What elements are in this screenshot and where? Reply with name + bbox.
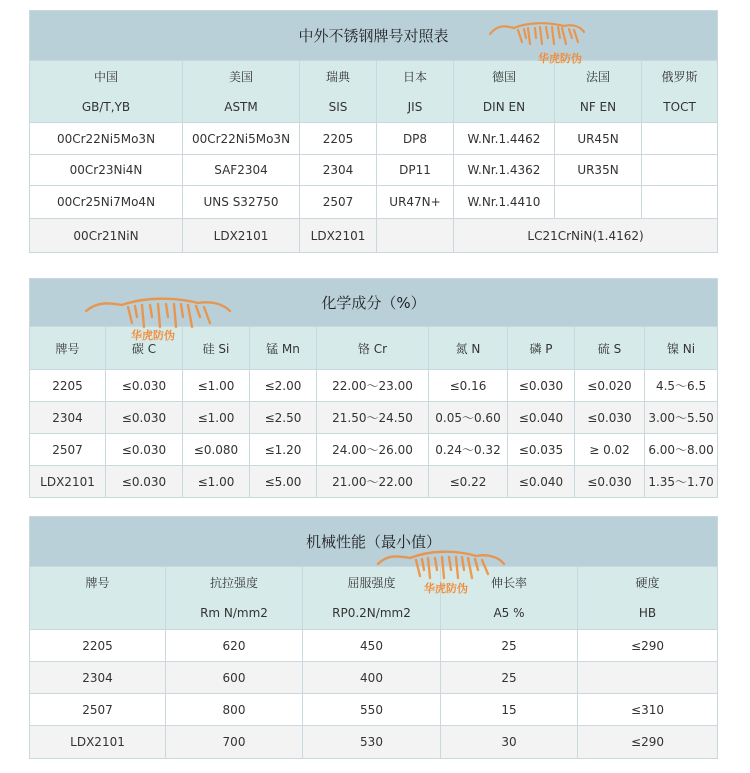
table-cell: ≤0.030 (575, 466, 645, 498)
header-country: 中国 (30, 61, 183, 92)
table-cell: 450 (303, 630, 441, 662)
table-cell: ≤0.040 (508, 466, 575, 498)
header-country: 瑞典 (300, 61, 377, 92)
table-cell: W.Nr.1.4362 (454, 155, 555, 186)
header-cell: 锰 Mn (250, 327, 317, 370)
table-cell: SAF2304 (183, 155, 300, 186)
table-cell: ≤0.16 (429, 370, 508, 402)
header-country: 美国 (183, 61, 300, 92)
header-unit (30, 598, 166, 630)
table-cell: ≤5.00 (250, 466, 317, 498)
table-row (30, 726, 718, 759)
table-cell: 24.00～26.00 (317, 434, 429, 466)
header-unit: RP0.2N/mm2 (303, 598, 441, 630)
header-standard: SIS (300, 92, 377, 123)
table-cell: 3.00～5.50 (645, 402, 718, 434)
grade-comparison-table (29, 10, 718, 253)
table-cell: 2304 (30, 662, 166, 694)
table-cell: 00Cr25Ni7Mo4N (30, 186, 183, 219)
table-cell: 600 (166, 662, 303, 694)
table-cell: ≤310 (578, 694, 718, 726)
table-row (30, 370, 718, 402)
table-cell: 00Cr21NiN (30, 219, 183, 253)
table-cell (377, 219, 454, 253)
table-cell: ≤1.20 (250, 434, 317, 466)
table-cell: ≤0.040 (508, 402, 575, 434)
header-unit: A5 % (441, 598, 578, 630)
table-cell: ≤0.030 (575, 402, 645, 434)
table-cell: 800 (166, 694, 303, 726)
table-cell: UNS S32750 (183, 186, 300, 219)
table-cell: UR47N+ (377, 186, 454, 219)
header-cell: 伸长率 (441, 567, 578, 598)
table-cell: LDX2101 (300, 219, 377, 253)
table-cell: ≤2.00 (250, 370, 317, 402)
table-row (30, 402, 718, 434)
table-row (30, 186, 718, 219)
header-unit: Rm N/mm2 (166, 598, 303, 630)
table-cell: ≤1.00 (183, 466, 250, 498)
header-country: 法国 (555, 61, 642, 92)
table-cell: 2205 (300, 123, 377, 155)
header-cell: 硬度 (578, 567, 718, 598)
table-cell: 2205 (30, 370, 106, 402)
table-row (30, 219, 718, 253)
table-cell: 550 (303, 694, 441, 726)
header-cell: 氮 N (429, 327, 508, 370)
table-cell: 00Cr23Ni4N (30, 155, 183, 186)
header-country: 日本 (377, 61, 454, 92)
table-cell: LDX2101 (30, 726, 166, 759)
table-cell: ≤0.035 (508, 434, 575, 466)
header-cell: 牌号 (30, 327, 106, 370)
table-cell: 0.24～0.32 (429, 434, 508, 466)
table-cell: 620 (166, 630, 303, 662)
table-cell: W.Nr.1.4410 (454, 186, 555, 219)
table-cell: 2507 (30, 694, 166, 726)
chemical-composition-title: 化学成分（%） (30, 279, 718, 327)
table-cell: ≤0.080 (183, 434, 250, 466)
table-row (30, 123, 718, 155)
header-country: 德国 (454, 61, 555, 92)
table-cell: LDX2101 (183, 219, 300, 253)
header-unit: HB (578, 598, 718, 630)
watermark-text: 华虎防伪 (424, 582, 468, 595)
table-cell: 25 (441, 630, 578, 662)
table-cell: 21.50～24.50 (317, 402, 429, 434)
table-row (30, 466, 718, 498)
header-cell: 抗拉强度 (166, 567, 303, 598)
header-cell: 碳 C (106, 327, 183, 370)
header-country: 俄罗斯 (642, 61, 718, 92)
header-standard: NF EN (555, 92, 642, 123)
header-standard: JIS (377, 92, 454, 123)
watermark-text: 华虎防伪 (131, 329, 175, 342)
table-cell: 2507 (30, 434, 106, 466)
table-cell: ≤290 (578, 630, 718, 662)
mechanical-properties-title: 机械性能（最小值） (30, 517, 718, 567)
table-cell: ≤0.030 (106, 370, 183, 402)
table-cell (642, 123, 718, 155)
table-cell: 2304 (300, 155, 377, 186)
header-cell: 镍 Ni (645, 327, 718, 370)
table-row (30, 155, 718, 186)
table-cell (555, 186, 642, 219)
chemical-composition-table (29, 278, 718, 498)
table-cell: ≤2.50 (250, 402, 317, 434)
table-cell: 2507 (300, 186, 377, 219)
table-cell: 1.35～1.70 (645, 466, 718, 498)
table-cell: 21.00～22.00 (317, 466, 429, 498)
table-cell: ≤0.020 (575, 370, 645, 402)
header-cell: 牌号 (30, 567, 166, 598)
header-cell: 屈服强度 (303, 567, 441, 598)
table-cell: ≤0.030 (106, 402, 183, 434)
table-cell: 00Cr22Ni5Mo3N (30, 123, 183, 155)
table-cell: DP11 (377, 155, 454, 186)
table-cell (578, 662, 718, 694)
table-cell: ≤290 (578, 726, 718, 759)
table-cell: 2205 (30, 630, 166, 662)
table-cell (642, 186, 718, 219)
header-standard: TOCT (642, 92, 718, 123)
table-row (30, 434, 718, 466)
table-cell: ≥ 0.02 (575, 434, 645, 466)
table-cell: LC21CrNiN(1.4162) (454, 219, 718, 253)
table-cell: 00Cr22Ni5Mo3N (183, 123, 300, 155)
table-cell: ≤1.00 (183, 370, 250, 402)
table-row (30, 662, 718, 694)
header-cell: 硫 S (575, 327, 645, 370)
table-cell: 2304 (30, 402, 106, 434)
table-cell: 530 (303, 726, 441, 759)
table-cell: ≤0.030 (106, 434, 183, 466)
table-cell: 4.5～6.5 (645, 370, 718, 402)
table-cell: UR45N (555, 123, 642, 155)
table-cell: 30 (441, 726, 578, 759)
watermark-text: 华虎防伪 (538, 52, 582, 65)
table-cell: 15 (441, 694, 578, 726)
header-cell: 硅 Si (183, 327, 250, 370)
table-cell: ≤1.00 (183, 402, 250, 434)
table-cell: 0.05～0.60 (429, 402, 508, 434)
table-cell: 22.00～23.00 (317, 370, 429, 402)
table-cell: 25 (441, 662, 578, 694)
header-standard: ASTM (183, 92, 300, 123)
table-cell: 400 (303, 662, 441, 694)
table-cell (642, 155, 718, 186)
mechanical-properties-table (29, 516, 718, 759)
table-cell: ≤0.030 (106, 466, 183, 498)
table-cell: UR35N (555, 155, 642, 186)
header-standard: GB/T,YB (30, 92, 183, 123)
header-standard: DIN EN (454, 92, 555, 123)
table-cell: ≤0.030 (508, 370, 575, 402)
table-cell: LDX2101 (30, 466, 106, 498)
header-cell: 磷 P (508, 327, 575, 370)
table-cell: ≤0.22 (429, 466, 508, 498)
table-cell: W.Nr.1.4462 (454, 123, 555, 155)
table-row (30, 630, 718, 662)
table-cell: 700 (166, 726, 303, 759)
table-cell: DP8 (377, 123, 454, 155)
table-cell: 6.00～8.00 (645, 434, 718, 466)
grade-comparison-title: 中外不锈钢牌号对照表 (30, 11, 718, 61)
table-row (30, 694, 718, 726)
header-cell: 铬 Cr (317, 327, 429, 370)
